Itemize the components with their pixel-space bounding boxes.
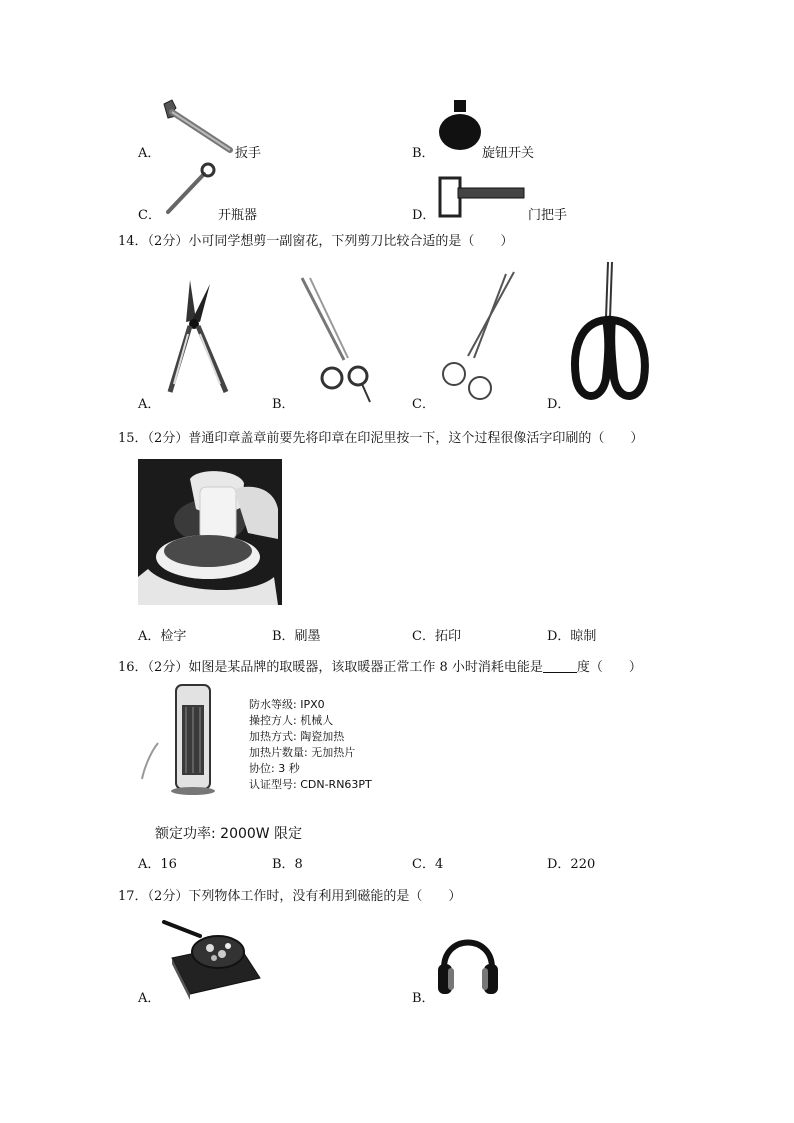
q16-text [118,656,642,675]
q13-option-a-caption: 扳手 [235,146,262,161]
door-handle-icon [438,176,528,218]
q13-option-b-caption: 旋钮开关 [482,146,535,161]
spec-line: 防水等级: IPX0 [249,698,325,711]
q13-option-b-letter[interactable]: B． [412,146,435,161]
spec-line: 操控方人: 机械人 [249,714,334,727]
q13-option-c-caption: 开瓶器 [218,208,258,223]
q15-option-a[interactable]: A．检字 [138,629,187,644]
q13-option-d-letter[interactable]: D． [412,208,436,223]
q16-option-c[interactable]: C．4 [412,857,444,872]
spec-line: 加热方式: 陶瓷加热 [249,730,345,743]
q15-option-d[interactable]: D．晾制 [547,629,597,644]
spec-line: 协位: 3 秒 [249,762,300,775]
q16-spec-list [249,697,372,793]
headphones-icon [436,922,500,1002]
spec-line: 加热片数量: 无加热片 [249,746,356,759]
paper-cut-scissors-icon [570,260,650,406]
hair-scissors-icon [296,276,382,404]
q17-option-a-letter[interactable]: A． [138,991,161,1006]
q16-option-b[interactable]: B．8 [272,857,303,872]
seal-in-ink-paste-photo [138,459,282,605]
bottle-opener-icon [160,160,220,216]
q15-option-c[interactable]: C．拓印 [412,629,461,644]
q13-option-a-letter[interactable]: A． [138,146,161,161]
q16-option-d[interactable]: D．220 [547,857,596,872]
tower-heater-icon [140,683,216,797]
q16-rated-power: 额定功率: 2000W 限定 [155,826,303,842]
q15-text: 15．（2分）普通印章盖章前要先将印章在印泥里按一下，这个过程很像活字印刷的（ ） [118,431,644,446]
spec-line: 认证型号: CDN-RN63PT [249,778,372,791]
q16-answer-blank[interactable] [543,660,577,673]
q13-option-c-letter[interactable]: C． [138,208,161,223]
rotary-knob-icon [438,100,484,152]
q17-option-b-letter[interactable]: B． [412,991,435,1006]
q17-text: 17．（2分）下列物体工作时，没有利用到磁能的是（ ） [118,889,462,904]
q16-option-a[interactable]: A．16 [138,857,177,872]
pruning-shears-icon [160,276,236,396]
q14-option-d-letter[interactable]: D． [547,397,571,412]
q14-option-a-letter[interactable]: A． [138,397,161,412]
q13-option-d-caption: 门把手 [528,208,568,223]
q14-option-b-letter[interactable]: B． [272,397,295,412]
q16-text-after: 度（ ） [576,660,642,675]
surgical-scissors-icon [434,270,520,404]
q16-text-before: 16．（2分）如图是某品牌的取暖器，该取暖器正常工作 8 小时消耗电能是 [118,660,543,675]
q15-option-b[interactable]: B．刷墨 [272,629,321,644]
wrench-icon [160,98,240,158]
induction-cooker-icon [160,914,264,1000]
q14-text: 14．（2分）小可同学想剪一副窗花，下列剪刀比较合适的是（ ） [118,234,514,249]
q14-option-c-letter[interactable]: C． [412,397,435,412]
